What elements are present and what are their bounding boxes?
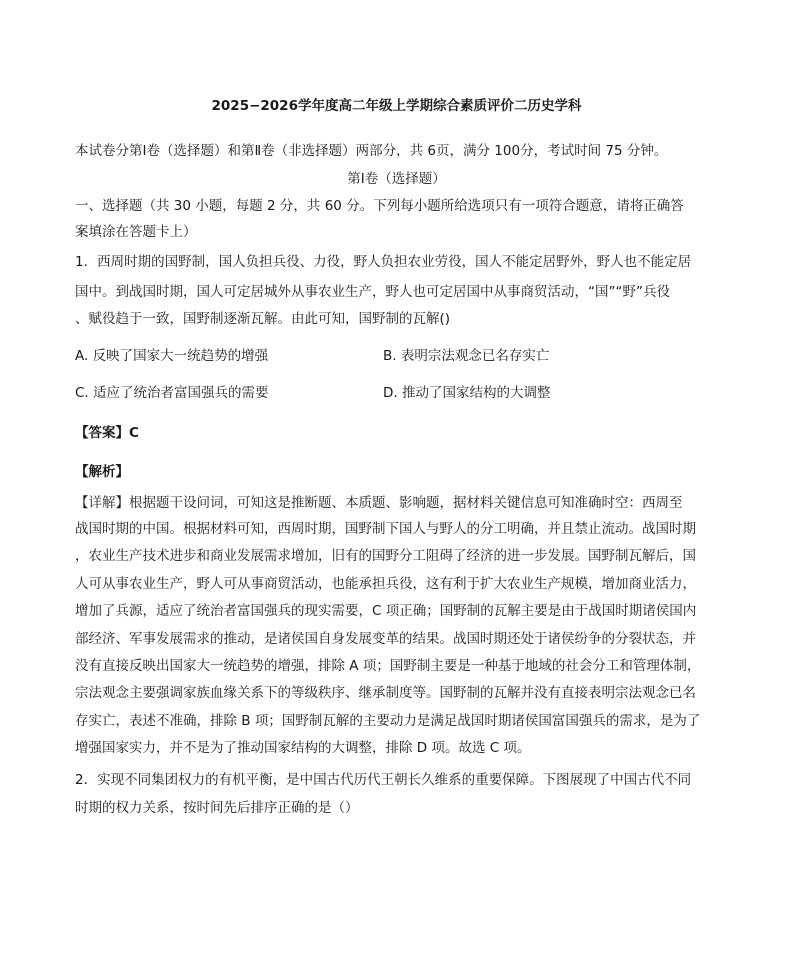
q1-option-b: B. 表明宗法观念已名存实亡 (383, 348, 550, 364)
q1-analysis-line-10: 增强国家实力，并不是为了推动国家结构的大调整，排除 D 项。故选 C 项。 (75, 740, 531, 756)
exam-intro: 本试卷分第Ⅰ卷（选择题）和第Ⅱ卷（非选择题）两部分，共 6页，满分 100分，考试时间 75 分钟。 (75, 143, 668, 159)
q1-analysis-line-7: 没有直接反映出国家大一统趋势的增强，排除 A 项；国野制主要是一种基于地域的社会分工和管理体制， (75, 658, 701, 674)
section-title: 第Ⅰ卷（选择题） (347, 171, 446, 187)
q1-analysis-line-9: 存实亡，表述不准确，排除 B 项；国野制瓦解的主要动力是满足战国时期诸侯国富国强兵的需求，是为了 (75, 713, 701, 729)
answer-value: C (129, 425, 139, 441)
q1-analysis-line-2: 战国时期的中国。根据材料可知，西周时期，国野制下国人与野人的分工明确，并且禁止流动。战国时期 (75, 521, 696, 537)
q1-analysis-line-8: 宗法观念主要强调家族血缘关系下的等级秩序、继承制度等。国野制的瓦解并没有直接表明宗法观念已名 (75, 685, 696, 701)
q1-stem-line-2: 国中。到战国时期，国人可定居城外从事农业生产，野人也可定居国中从事商贸活动，“国”“野”兵役 (75, 284, 670, 300)
q1-stem-line-1: 1．西周时期的国野制，国人负担兵役、力役，野人负担农业劳役，国人不能定居野外，野人也不能定居 (75, 254, 692, 270)
q1-analysis-label: 【解析】 (75, 464, 129, 480)
q2-stem-line-2: 时期的权力关系，按时间先后排序正确的是（） (75, 800, 359, 816)
q1-option-a: A. 反映了国家大一统趋势的增强 (75, 348, 269, 364)
document-title: 2025−2026学年度高二年级上学期综合素质评价二历史学科 (211, 98, 582, 114)
q1-analysis-line-4: 人可从事农业生产，野人可从事商贸活动，也能承担兵役，这有利于扩大农业生产规模，增加商业活力， (75, 576, 696, 592)
q1-analysis-line-3: ，农业生产技术进步和商业发展需求增加，旧有的国野分工阻碍了经济的进一步发展。国野制瓦解后，国 (75, 548, 696, 564)
q1-analysis-line-1: 【详解】根据题干设问词，可知这是推断题、本质题、影响题，据材料关键信息可知准确时空：西周至 (75, 495, 683, 511)
instructions-line-1: 一、选择题（共 30 小题，每题 2 分，共 60 分。下列每小题所给选项只有一项符合题意，请将正确答 (75, 198, 684, 214)
q1-answer (75, 423, 139, 443)
q1-option-d: D. 推动了国家结构的大调整 (383, 385, 551, 401)
answer-label: 【答案】 (75, 425, 129, 441)
instructions-line-2: 案填涂在答题卡上） (75, 224, 197, 240)
q1-analysis-line-5: 增加了兵源，适应了统治者富国强兵的现实需要，C 项正确；国野制的瓦解主要是由于战国时期诸侯国内 (75, 603, 697, 619)
q1-option-c: C. 适应了统治者富国强兵的需要 (75, 385, 269, 401)
q1-stem-line-3: 、赋役趋于一致，国野制逐渐瓦解。由此可知，国野制的瓦解() (75, 311, 451, 327)
q2-stem-line-1: 2．实现不同集团权力的有机平衡，是中国古代历代王朝长久维系的重要保障。下图展现了中国古代不同 (75, 772, 692, 788)
q1-analysis-line-6: 部经济、军事发展需求的推动，是诸侯国自身发展变革的结果。战国时期还处于诸侯纷争的分裂状态，并 (75, 631, 696, 647)
